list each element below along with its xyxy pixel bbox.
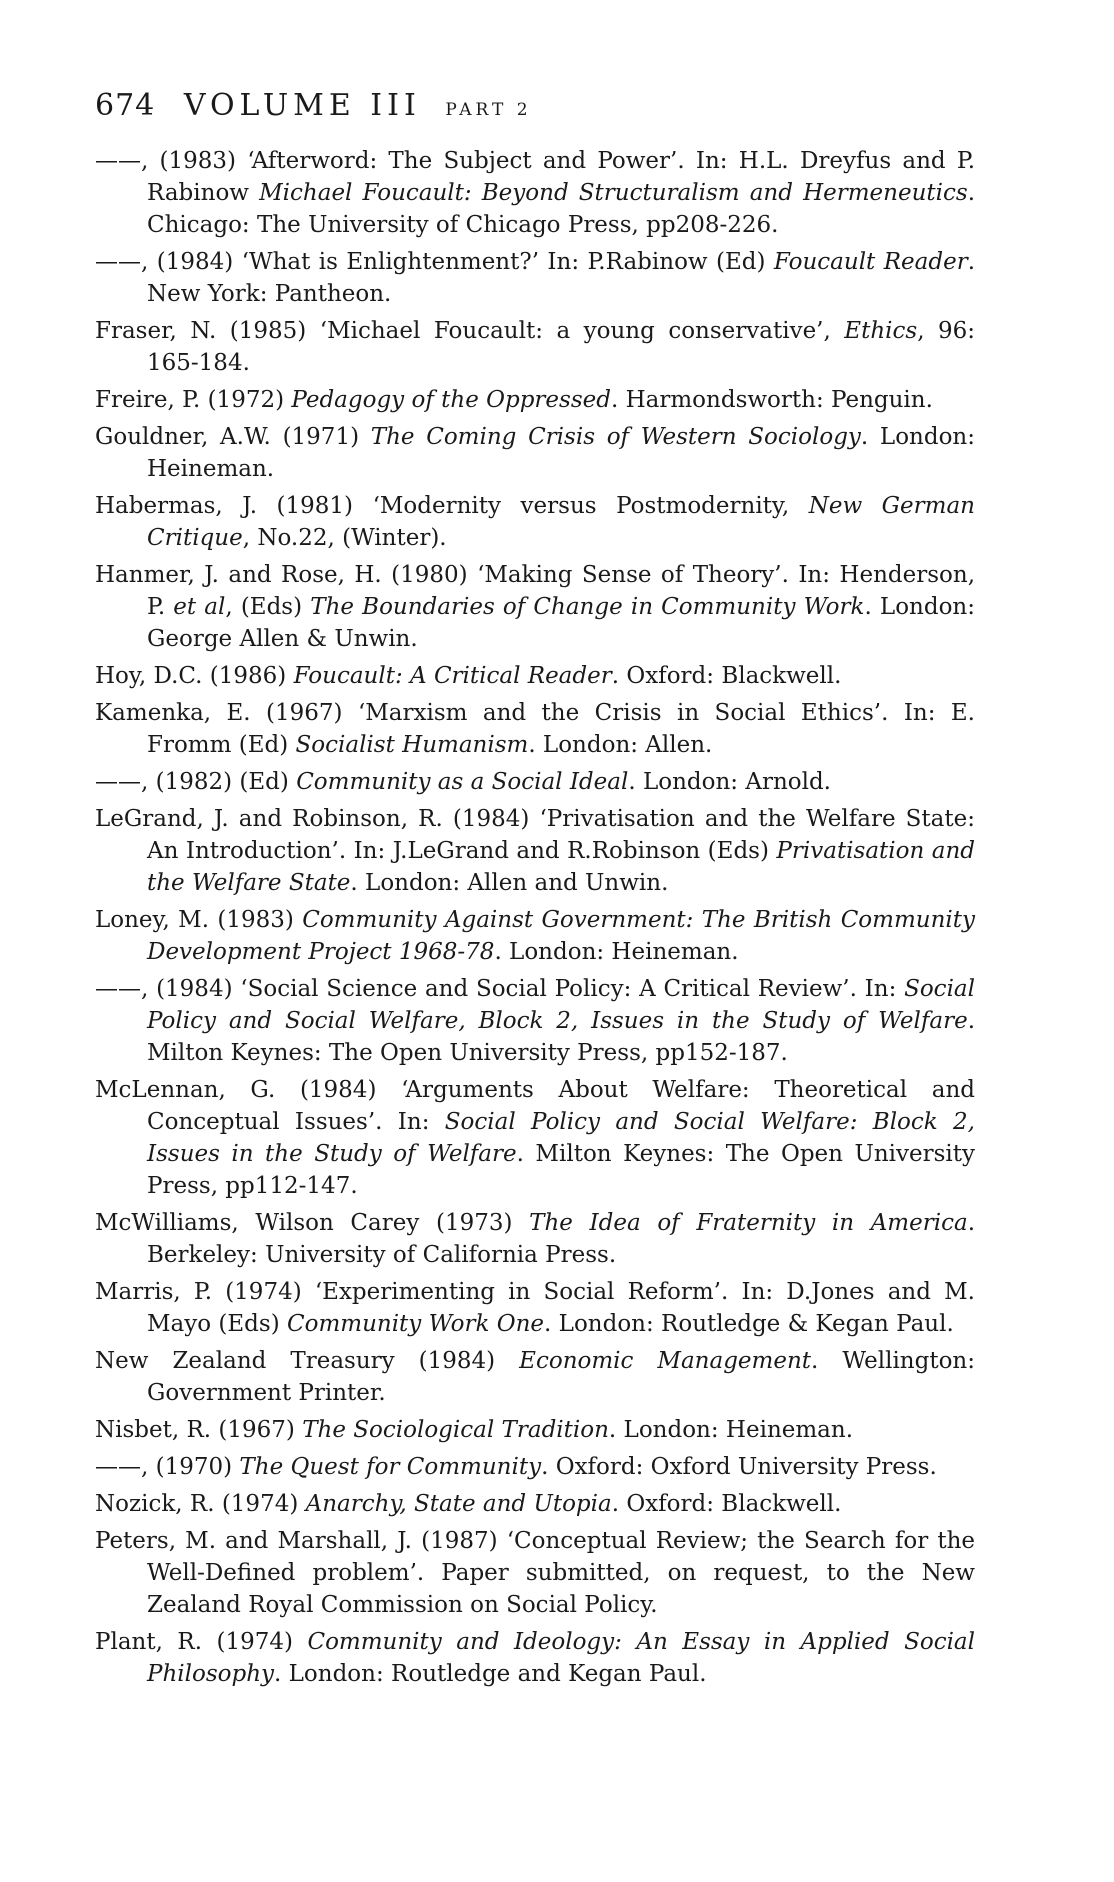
reference-entry	[95, 384, 975, 416]
reference-entry	[95, 973, 975, 1069]
reference-text: , (Eds)	[225, 594, 311, 620]
reference-title: New German Critique	[147, 493, 975, 551]
reference-text: ——, (1970)	[95, 1454, 240, 1480]
volume-label: VOLUME III	[183, 88, 421, 123]
reference-title: The Idea of Fraternity in America	[529, 1210, 968, 1236]
reference-entry	[95, 904, 975, 968]
reference-title: Pedagogy of the Oppressed	[291, 387, 611, 413]
reference-title: The Sociological Tradition	[302, 1417, 609, 1443]
reference-text: . London: Heineman.	[608, 1417, 854, 1443]
reference-text: , 96: 165-184.	[147, 318, 976, 376]
reference-title: Community Work One	[287, 1311, 545, 1337]
reference-title: Michael Foucault: Beyond Structuralism and Hermeneutics	[259, 180, 968, 206]
reference-entry	[95, 246, 975, 310]
reference-text: . London: Allen and Unwin.	[350, 870, 669, 896]
reference-text: . Harmondsworth: Penguin.	[610, 387, 933, 413]
reference-text: ——, (1984) ‘What is Enlightenment?’ In: P.Rabinow (Ed)	[95, 249, 774, 275]
reference-entry	[95, 490, 975, 554]
reference-entry	[95, 145, 975, 241]
reference-text: . London: George Allen & Unwin.	[147, 594, 975, 652]
reference-title: Foucault: A Critical Reader	[293, 663, 612, 689]
reference-entry	[95, 315, 975, 379]
page-number: 674	[95, 88, 156, 123]
reference-text: Fraser, N. (1985) ‘Michael Foucault: a young conservative’,	[95, 318, 845, 344]
reference-text: . London: Allen.	[528, 732, 713, 758]
reference-title: Community as a Social Ideal	[296, 769, 629, 795]
reference-text: Nozick, R. (1974)	[95, 1491, 306, 1517]
reference-title: Socialist Humanism	[295, 732, 529, 758]
reference-text: . London: Routledge and Kegan Paul.	[274, 1661, 707, 1687]
reference-title: Social Policy and Social Welfare: Block 2, Issues in the Study of Welfare	[147, 1109, 975, 1167]
reference-entry	[95, 1488, 975, 1520]
reference-text: . Oxford: Blackwell.	[611, 1491, 842, 1517]
reference-title: Foucault Reader	[773, 249, 968, 275]
reference-entry	[95, 1207, 975, 1271]
reference-text: . London: Heineman.	[147, 424, 975, 482]
reference-text: Plant, R. (1974)	[95, 1629, 308, 1655]
reference-text: , No.22, (Winter).	[242, 525, 447, 551]
reference-entry	[95, 421, 975, 485]
reference-text: Nisbet, R. (1967)	[95, 1417, 303, 1443]
page	[95, 88, 975, 1695]
reference-entry	[95, 1074, 975, 1202]
reference-entry	[95, 660, 975, 692]
reference-entry	[95, 1276, 975, 1340]
reference-text: Loney, M. (1983)	[95, 907, 303, 933]
reference-text: . London: Heineman.	[494, 939, 739, 965]
reference-text: Hanmer, J. and Rose, H. (1980) ‘Making Sense of Theory’. In: Henderson, P.	[95, 562, 975, 620]
reference-entry	[95, 1414, 975, 1446]
reference-entry	[95, 1626, 975, 1690]
reference-text: . Wellington: Government Printer.	[147, 1348, 975, 1406]
reference-text: Kamenka, E. (1967) ‘Marxism and the Crisis in Social Ethics’. In: E. Fromm (Ed)	[95, 700, 975, 758]
reference-text: LeGrand, J. and Robinson, R. (1984) ‘Privatisation and the Welfare State: An Introduction’. In: J.LeGrand and R.Robinson (Eds)	[95, 806, 975, 864]
reference-entry	[95, 697, 975, 761]
reference-entry	[95, 803, 975, 899]
reference-text: . London: Routledge & Kegan Paul.	[544, 1311, 954, 1337]
reference-text: . Milton Keynes: The Open University Press, pp112-147.	[147, 1141, 976, 1199]
reference-text: . New York: Pantheon.	[147, 249, 975, 307]
reference-text: . Chicago: The University of Chicago Press, pp208-226.	[147, 180, 975, 238]
reference-title: The Quest for Community	[239, 1454, 542, 1480]
reference-title: The Boundaries of Change in Community Work	[310, 594, 865, 620]
reference-text: McWilliams, Wilson Carey (1973)	[95, 1210, 530, 1236]
reference-text: Habermas, J. (1981) ‘Modernity versus Postmodernity,	[95, 493, 809, 519]
reference-text: ——, (1983) ‘Afterword: The Subject and Power’. In: H.L. Dreyfus and P. Rabinow	[95, 148, 975, 206]
reference-text: McLennan, G. (1984) ‘Arguments About Welfare: Theoretical and Conceptual Issues’. In:	[95, 1077, 975, 1135]
running-head	[95, 88, 975, 123]
reference-title: Ethics	[844, 318, 918, 344]
reference-text: ——, (1984) ‘Social Science and Social Policy: A Critical Review’. In:	[95, 976, 905, 1002]
reference-title: et al	[173, 594, 226, 620]
part-label: PART 2	[445, 100, 532, 120]
reference-text: Marris, P. (1974) ‘Experimenting in Social Reform’. In: D.Jones and M. Mayo (Eds)	[95, 1279, 975, 1337]
reference-title: Social Policy and Social Welfare, Block 2, Issues in the Study of Welfare	[147, 976, 975, 1034]
reference-title: Economic Management	[519, 1348, 812, 1374]
reference-text: Freire, P. (1972)	[95, 387, 292, 413]
reference-text: Gouldner, A.W. (1971)	[95, 424, 371, 450]
reference-entry	[95, 766, 975, 798]
reference-entry	[95, 1451, 975, 1483]
reference-text: Peters, M. and Marshall, J. (1987) ‘Conceptual Review; the Search for the Well-Defined problem’. Paper submitted, on request, to the New Zealand Royal Commission on Social Policy.	[95, 1528, 975, 1618]
reference-title: Community Against Government: The British Community Development Project 1968-78	[147, 907, 975, 965]
reference-title: Privatisation and the Welfare State	[147, 838, 976, 896]
reference-text: New Zealand Treasury (1984)	[95, 1348, 520, 1374]
reference-text: . Milton Keynes: The Open University Press, pp152-187.	[147, 1008, 975, 1066]
reference-text: . London: Arnold.	[628, 769, 831, 795]
reference-entry	[95, 1345, 975, 1409]
reference-title: Community and Ideology: An Essay in Applied Social Philosophy	[147, 1629, 976, 1687]
reference-title: The Coming Crisis of Western Sociology	[370, 424, 861, 450]
reference-entry	[95, 1525, 975, 1621]
reference-text: Hoy, D.C. (1986)	[95, 663, 294, 689]
reference-text: . Oxford: Blackwell.	[611, 663, 842, 689]
reference-text: . Berkeley: University of California Press.	[147, 1210, 975, 1268]
reference-entry	[95, 559, 975, 655]
reference-title: Anarchy, State and Utopia	[305, 1491, 612, 1517]
reference-text: . Oxford: Oxford University Press.	[541, 1454, 937, 1480]
reference-text: ——, (1982) (Ed)	[95, 769, 297, 795]
reference-list	[95, 145, 975, 1690]
